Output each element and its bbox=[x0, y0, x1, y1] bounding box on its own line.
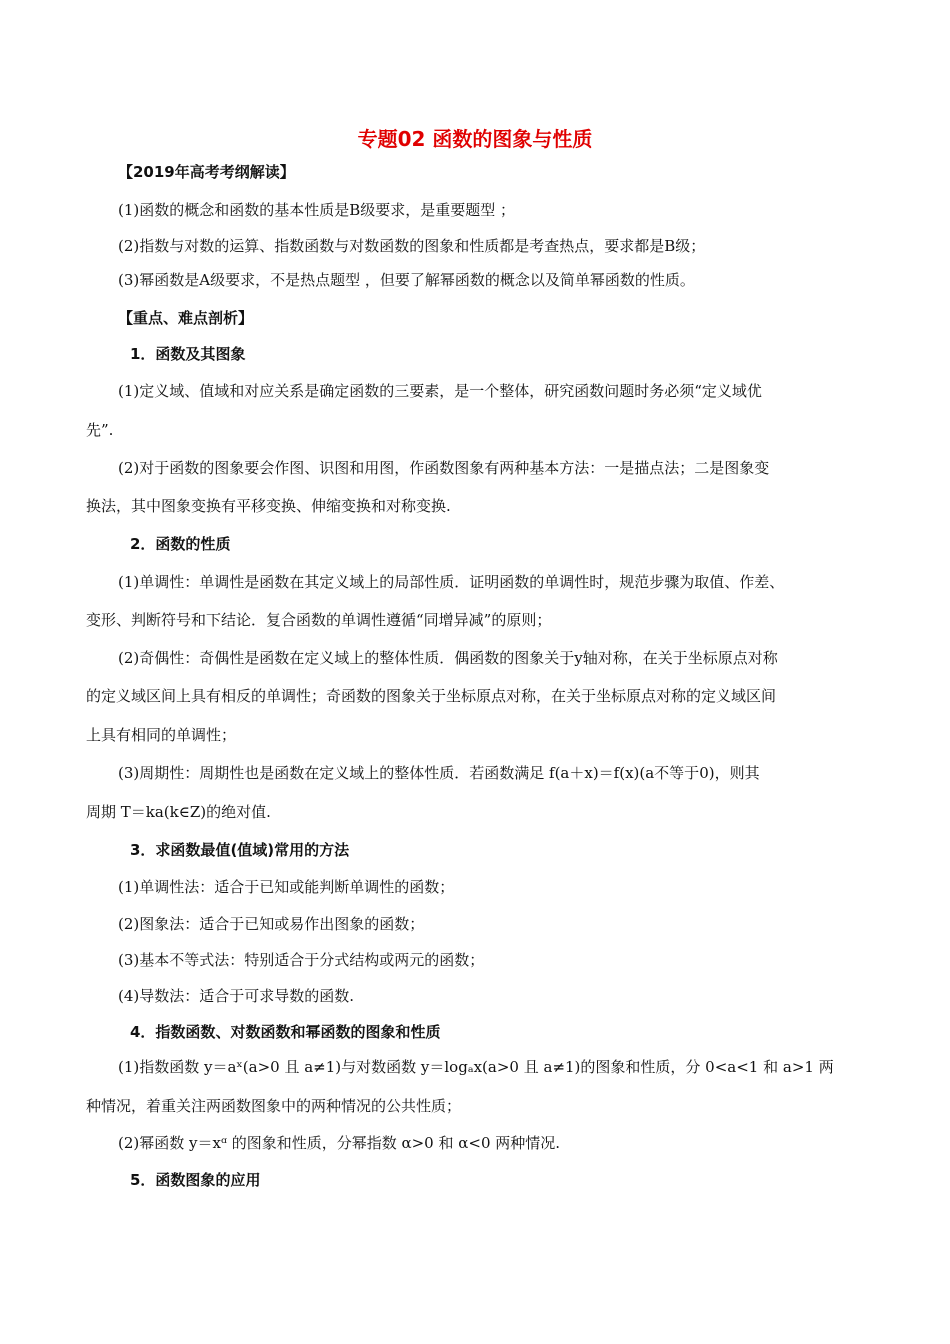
paragraph-line: (2)对于函数的图象要会作图、识图和用图，作函数图象有两种基本方法：一是描点法；二是图象变 bbox=[118, 459, 770, 477]
section-heading: 5．函数图象的应用 bbox=[130, 1171, 261, 1189]
paragraph-line: 先”. bbox=[86, 421, 114, 439]
paragraph-line: (1)单调性法：适合于已知或能判断单调性的函数； bbox=[118, 878, 455, 896]
paragraph-line: (2)幂函数 y＝xᵅ 的图象和性质，分幂指数 α>0 和 α<0 两种情况. bbox=[118, 1134, 561, 1152]
paragraph-line: 的定义域区间上具有相反的单调性；奇函数的图象关于坐标原点对称，在关于坐标原点对称的定义域区间 bbox=[86, 687, 777, 705]
paragraph-line: (1)定义域、值域和对应关系是确定函数的三要素，是一个整体，研究函数问题时务必须“定义域优 bbox=[118, 382, 762, 400]
paragraph-line: (1)函数的概念和函数的基本性质是B级要求，是重要题型 ； bbox=[118, 201, 516, 219]
paragraph-line: 换法，其中图象变换有平移变换、伸缩变换和对称变换. bbox=[86, 497, 451, 515]
paragraph-line: (1)单调性：单调性是函数在其定义域上的局部性质．证明函数的单调性时，规范步骤为取值、作差、 bbox=[118, 573, 785, 591]
paragraph-line: (4)导数法：适合于可求导数的函数. bbox=[118, 987, 355, 1005]
paragraph-line: (3)基本不等式法：特别适合于分式结构或两元的函数； bbox=[118, 951, 485, 969]
paragraph-line: (1)指数函数 y＝aˣ(a>0 且 a≠1)与对数函数 y＝logₐx(a>0 且 a≠1)的图象和性质，分 0<a<1 和 a>1 两 bbox=[118, 1058, 834, 1076]
paragraph-line: (2)指数与对数的运算、指数函数与对数函数的图象和性质都是考查热点，要求都是B级； bbox=[118, 237, 706, 255]
paragraph-line: (2)图象法：适合于已知或易作出图象的函数； bbox=[118, 915, 425, 933]
paragraph-line: 周期 T＝ka(k∈Z)的绝对值. bbox=[86, 803, 271, 821]
paragraph-line: (2)奇偶性：奇偶性是函数在定义域上的整体性质．偶函数的图象关于y轴对称，在关于坐标原点对称 bbox=[118, 649, 778, 667]
paragraph-line: (3)周期性：周期性也是函数在定义域上的整体性质．若函数满足 f(a＋x)＝f(x)(a不等于0)，则其 bbox=[118, 764, 760, 782]
paragraph-line: (3)幂函数是A级要求，不是热点题型 ，但要了解幂函数的概念以及简单幂函数的性质。 bbox=[118, 271, 695, 289]
section-heading: 4．指数函数、对数函数和幂函数的图象和性质 bbox=[130, 1023, 441, 1041]
paragraph-line: 种情况，着重关注两函数图象中的两种情况的公共性质； bbox=[86, 1097, 462, 1115]
paragraph-line: 上具有相同的单调性； bbox=[86, 726, 237, 744]
section-heading: 1．函数及其图象 bbox=[130, 345, 246, 363]
section-heading: 【重点、难点剖析】 bbox=[118, 309, 254, 327]
paragraph-line: 变形、判断符号和下结论．复合函数的单调性遵循“同增异减”的原则； bbox=[86, 611, 552, 629]
section-heading: 3．求函数最值(值域)常用的方法 bbox=[130, 841, 350, 859]
section-heading: 2．函数的性质 bbox=[130, 535, 231, 553]
section-heading: 【2019年高考考纲解读】 bbox=[118, 163, 295, 181]
page-title: 专题02 函数的图象与性质 bbox=[357, 127, 593, 151]
